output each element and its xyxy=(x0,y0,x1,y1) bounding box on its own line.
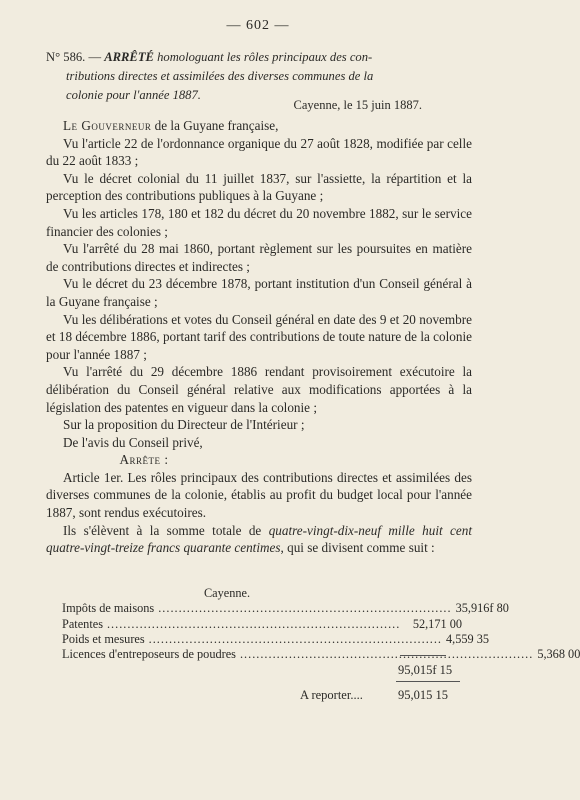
row-value: 5,368 00 xyxy=(537,647,580,662)
subtotal: 95,015f 15 xyxy=(398,663,453,677)
total-outro: , qui se divisent comme suit : xyxy=(280,540,435,556)
table-heading: Cayenne. xyxy=(203,586,251,600)
decree-title-line2: tributions directes et assimilées des diverses communes de la xyxy=(66,69,374,83)
visa-6: Vu les délibérations et votes du Conseil général en date des 9 et 20 novembre et 18 décembre 1886, portant tarif des contributions de toute nature de la colonie pour l'année 1887 ; xyxy=(46,311,472,362)
carry-forward-value: 95,015 15 xyxy=(398,688,448,702)
decree-title-line1: homologuant les rôles principaux des con- xyxy=(157,50,373,64)
table-row xyxy=(62,617,462,632)
council-opinion: De l'avis du Conseil privé, xyxy=(63,434,203,450)
total-paragraph xyxy=(46,522,472,557)
row-value: 4,559 35 xyxy=(446,631,490,646)
decree-number: N° 586. xyxy=(46,50,86,64)
decree-type: ARRÊTÉ xyxy=(104,50,154,64)
decree-heading xyxy=(46,48,472,105)
row-label: Poids et mesures xyxy=(62,631,145,646)
contributions-table xyxy=(62,586,580,662)
table-row xyxy=(62,631,490,647)
row-label: Impôts de maisons xyxy=(62,601,155,616)
carry-forward-label: A reporter.... xyxy=(300,688,363,702)
preamble-governor xyxy=(46,117,472,135)
dateline: Cayenne, le 15 juin 1887. xyxy=(293,98,422,112)
row-label: Licences d'entreposeurs de poudres xyxy=(62,647,236,662)
visa-7: Vu l'arrêté du 29 décembre 1886 rendant provisoirement exécutoire la délibération du Conseil général relative aux modifications apportées à la législation des patentes en vigueur dans la colonie ; xyxy=(46,364,472,415)
visa-4: Vu l'arrêté du 28 mai 1860, portant règlement sur les poursuites en matière de contributions directes et indirectes ; xyxy=(46,241,472,274)
decree-body xyxy=(46,117,472,557)
governor-rest: de la Guyane française, xyxy=(151,118,279,133)
total-intro: Ils s'élèvent à la somme totale de xyxy=(63,522,269,538)
visa-1: Vu l'article 22 de l'ordonnance organique du 27 août 1828, modifiée par celle du 22 août 1833 ; xyxy=(46,135,472,169)
total-amount-words: quatre-vingt-dix-neuf mille huit cent quatre-vingt-treize francs quarante centimes xyxy=(46,522,472,556)
article-1: Article 1er. Les rôles principaux des contributions directes et assimilées des diverses communes de la colonie, établis au profit du budget local pour l'année 1887, sont rendus exécutoires. xyxy=(46,469,472,521)
governor-caps: Le Gouverneur xyxy=(63,118,152,133)
leader-dots: ........................................................................ xyxy=(239,647,534,662)
carry-rule xyxy=(396,681,460,682)
page-number: — 602 — xyxy=(226,18,290,33)
visa-2: Vu le décret colonial du 11 juillet 1837, sur l'assiette, la répartition et la perception des contributions publiques à la Guyane ; xyxy=(46,170,472,204)
visa-5: Vu le décret du 23 décembre 1878, portant institution d'un Conseil général à la Guyane française ; xyxy=(46,276,472,309)
row-value: 52,171 00 xyxy=(412,616,462,631)
leader-dots: ........................................................................ xyxy=(106,616,401,631)
row-value: 35,916f 80 xyxy=(455,601,509,616)
leader-dots: ........................................................................ xyxy=(148,631,442,646)
table-row xyxy=(62,601,509,616)
leader-dots: ........................................................................ xyxy=(158,601,452,616)
heading-dash: — xyxy=(88,50,102,64)
row-label: Patentes xyxy=(62,616,103,631)
sum-rule xyxy=(400,655,446,656)
visa-3: Vu les articles 178, 180 et 182 du décret du 20 novembre 1882, sur le service financier des colonies ; xyxy=(46,205,472,239)
decree-title-line3: colonie pour l'année 1887. xyxy=(66,88,201,102)
arrete-heading: Arrête : xyxy=(119,452,169,468)
proposal: Sur la proposition du Directeur de l'Intérieur ; xyxy=(63,417,305,433)
